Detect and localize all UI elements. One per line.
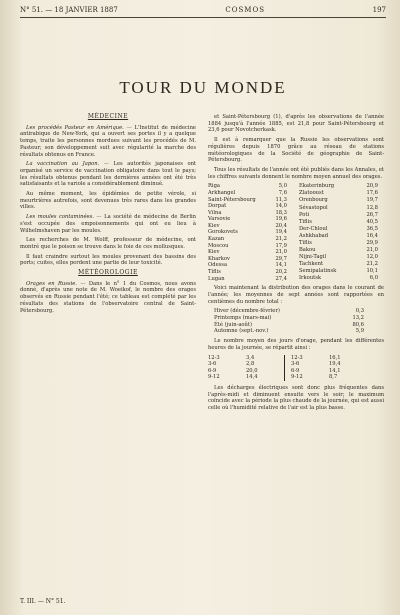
hour-column [208, 355, 246, 381]
hour-column [284, 355, 329, 381]
station-name: Varsovie [208, 216, 231, 223]
season-row [214, 315, 364, 322]
table-row [208, 243, 293, 250]
station-name: Moscou [208, 242, 229, 249]
storm-count: 19,7 [366, 197, 378, 204]
heading-medecine: MÉDECINE [87, 113, 129, 120]
paragraph [20, 161, 196, 188]
table-row [299, 261, 384, 268]
issue-info: N° 51. — 18 JANVIER 1887 [20, 6, 118, 14]
hour-range: 3-6 [208, 361, 217, 368]
storm-count: 21,2 [275, 236, 287, 243]
hour-range: 9-12 [208, 374, 220, 381]
storm-count: 7,6 [278, 189, 287, 196]
season-value: 5,9 [355, 328, 364, 335]
table-row [208, 236, 293, 243]
page-footer: T. III. — N° 51. [20, 598, 66, 605]
hour-value: 20,0 [246, 367, 258, 374]
paragraph: Tous les résultats de l'année ont été publiés dans les Annales, et les chiffres suivants donnent le nombre moyen annuel des orages. [208, 166, 384, 180]
season-value: 13,2 [352, 315, 364, 322]
storm-count: 40,5 [366, 218, 378, 225]
paragraph: Les recherches de M. Wolff, professeur de médecine, ont montré que le poison se trouve dans le foie de ces mollusques. [20, 237, 196, 250]
station-name: Saint-Pétersbourg [208, 196, 256, 203]
storm-table-right [299, 183, 384, 282]
paragraph-text: Les autorités japonaises ont organisé un service de vaccination obligatoire dans tout le pays; les résultats obtenus pendant les dernières années ont été très satisfaisants et la variole a considérablement diminué. [20, 161, 197, 188]
table-row [299, 254, 384, 261]
seasonal-distribution [214, 308, 384, 335]
paragraph-text: Dans le n° 1 du Cosmos, nous avons donné, d'après une note de M. Woeikof, le nombre des orages observés en Russie pendant l'été; ce tableau est complété par les résultats des stations de l'observatoire central de Saint-Pétersbourg. [20, 280, 196, 314]
season-label: Été (juin-août) [214, 321, 252, 328]
hour-range: 6-9 [208, 367, 217, 374]
table-row [299, 275, 384, 282]
run-in-heading: La vaccination au Japon. — [26, 161, 109, 168]
paragraph: et Saint-Pétersbourg (1), d'après les observations de l'année 1884 jusqu'à l'année 1885, est 21,8 pour Saint-Pétersbourg et 23,6 pour Novotcherkask. [208, 114, 384, 134]
season-label: Automne (sept.-nov.) [214, 328, 269, 335]
hour-value: 14,4 [246, 374, 258, 381]
run-in-heading: Orages en Russie. — [26, 280, 86, 287]
storm-table-left [208, 183, 293, 282]
hour-range: 12-3 [291, 354, 303, 361]
table-row [208, 210, 293, 217]
storm-count: 20,9 [366, 183, 378, 190]
station-name: Kiev [208, 249, 220, 256]
paragraph: Les décharges électriques sont donc plus fréquentes dans l'après-midi et diminuent ensuite vers le soir; le maximum coïncide avec la période la plus chaude de la journée, qui est aussi celle où l'humidité relative de l'air est la plus basse. [208, 384, 384, 412]
storm-count: 12,0 [366, 253, 378, 260]
table-row [299, 190, 384, 197]
storm-count: 17,9 [275, 242, 287, 249]
storm-count: 5,0 [278, 183, 287, 190]
storm-count: 10,1 [366, 268, 378, 275]
table-row [299, 212, 384, 219]
table-row [208, 262, 293, 269]
hour-range: 3-6 [291, 361, 300, 368]
station-name: Nijni-Tagil [299, 253, 327, 260]
section-title: TOUR DU MONDE [119, 78, 287, 97]
season-row [214, 328, 364, 335]
station-name: Irkoutsk [299, 275, 322, 282]
station-name: Zlatooust [299, 190, 324, 197]
paragraph: Il faut craindre surtout les moules provenant des bassins des ports; cuites, elles perdent une partie de leur toxicité. [20, 253, 196, 267]
station-name: Tiflis [299, 239, 312, 246]
hour-range: 6-9 [291, 367, 300, 374]
station-name: Dorpat [208, 203, 227, 210]
table-row [299, 219, 384, 226]
station-name: Tachkent [299, 261, 324, 268]
station-name: Semipalatinsk [299, 268, 337, 275]
station-name: Tiflis [299, 218, 312, 225]
station-name: Tiflis [208, 269, 221, 276]
season-value: 80,6 [352, 321, 364, 328]
storm-count: 29,7 [275, 255, 287, 262]
station-name: Ekaterinburg [299, 183, 335, 190]
hour-value: 16,1 [329, 354, 341, 361]
paragraph-text: La société de médecine de Berlin s'est occupée des empoisonnements qui ont eu lieu à Wilhelmshaven par les moules. [20, 214, 196, 234]
station-name: Riga [208, 183, 220, 190]
station-name: Kazan [208, 236, 225, 243]
station-name: Odessa [208, 262, 228, 269]
storm-count: 21,0 [275, 249, 287, 256]
left-column [20, 114, 196, 415]
station-name: Ashkhabad [299, 232, 329, 239]
table-row [299, 197, 384, 204]
storm-count: 20,2 [275, 269, 287, 276]
table-row [299, 233, 384, 240]
storm-tables [208, 183, 384, 282]
table-row [208, 203, 293, 210]
run-in-heading: Les moules contaminées. — [26, 214, 102, 221]
hour-value: 19,4 [329, 361, 341, 368]
station-name: Arkhangel [208, 189, 236, 196]
storm-count: 29,9 [366, 239, 378, 246]
station-name: Kiev [208, 222, 220, 229]
storm-count: 14,1 [275, 262, 287, 269]
table-row [208, 269, 293, 276]
table-row [208, 229, 293, 236]
station-name: Poti [299, 211, 310, 218]
storm-count: 16,4 [366, 232, 378, 239]
paragraph [20, 214, 196, 234]
table-row [208, 197, 293, 204]
storm-count: 17,6 [366, 190, 378, 197]
paragraph [20, 125, 196, 159]
storm-count: 27,4 [275, 275, 287, 282]
hour-column [329, 355, 367, 381]
hour-value: 2,8 [246, 361, 255, 368]
table-row [208, 183, 293, 190]
station-name: Vilna [208, 209, 222, 216]
storm-count: 19,4 [275, 229, 287, 236]
journal-name: COSMOS [225, 6, 265, 14]
table-row [208, 223, 293, 230]
station-name: Orenbourg [299, 197, 328, 204]
storm-count: 6,0 [369, 275, 378, 282]
heading-meteorologie: MÉTÉOROLOGIE [78, 269, 138, 277]
station-name: Kharkov [208, 255, 230, 262]
table-row [299, 247, 384, 254]
season-value: 0,3 [355, 308, 364, 315]
table-row [208, 276, 293, 283]
hour-range: 9-12 [291, 374, 303, 381]
season-label: Printemps (mars-mai) [214, 315, 272, 322]
columns [20, 114, 386, 415]
hour-column [246, 355, 284, 381]
storm-count: 20,4 [275, 222, 287, 229]
paragraph [20, 281, 196, 315]
paragraph-text: L'Institut de médecine antirabique de New-York, qui a ouvert ses portes il y a quelque temps, traite les personnes mordues suivant les procédés de M. Pasteur; son développement suit avec régularité la marche des résultats obtenus en France. [20, 124, 196, 158]
hourly-distribution [208, 355, 384, 381]
page-number: 197 [372, 6, 386, 14]
hour-value: 8,7 [329, 374, 338, 381]
run-in-heading: Les procédés Pasteur en Amérique. — [26, 124, 132, 131]
station-name: Sévastopol [299, 204, 328, 211]
hour-value: 3,4 [246, 354, 255, 361]
table-row [299, 205, 384, 212]
season-label: Hiver (décembre-février) [214, 308, 280, 315]
station-name: Der-Chloul [299, 225, 328, 232]
hour-value: 14,1 [329, 367, 341, 374]
storm-count: 26,7 [366, 211, 378, 218]
table-row [299, 240, 384, 247]
paragraph: Voici maintenant la distribution des orages dans le courant de l'année; les moyennes de sept années sont rapportées en centièmes du nombre total : [208, 285, 384, 305]
storm-count: 14,0 [275, 203, 287, 210]
paragraph: Il est à remarquer que la Russie les observations sont régulières depuis 1870 grâce au réseau de stations météorologiques de la Société de géographie de Saint-Pétersbourg. [208, 137, 384, 164]
paragraph: Au même moment, les épidémies de petite vérole, si meurtrières autrefois, sont devenues très rares dans les grandes villes. [20, 191, 196, 211]
paragraph: Le nombre moyen des jours d'orage, pendant les différentes heures de la journée, se répartit ainsi : [208, 338, 384, 351]
storm-count: 18,3 [275, 209, 287, 216]
table-row [208, 256, 293, 263]
page-header [20, 6, 386, 18]
station-name: Gorokovets [208, 229, 238, 236]
storm-count: 11,3 [275, 196, 287, 203]
storm-count: 21,0 [366, 246, 378, 253]
station-name: Bakou [299, 246, 316, 253]
table-row [299, 268, 384, 275]
station-name: Lugan [208, 275, 225, 282]
right-column [208, 114, 384, 415]
table-row [208, 190, 293, 197]
storm-count: 36,5 [366, 225, 378, 232]
storm-count: 21,2 [366, 261, 378, 268]
hour-range: 12-3 [208, 354, 220, 361]
storm-count: 12,8 [366, 204, 378, 211]
table-row [208, 249, 293, 256]
table-row [208, 216, 293, 223]
table-row [299, 183, 384, 190]
storm-count: 19,6 [275, 216, 287, 223]
table-row [299, 226, 384, 233]
